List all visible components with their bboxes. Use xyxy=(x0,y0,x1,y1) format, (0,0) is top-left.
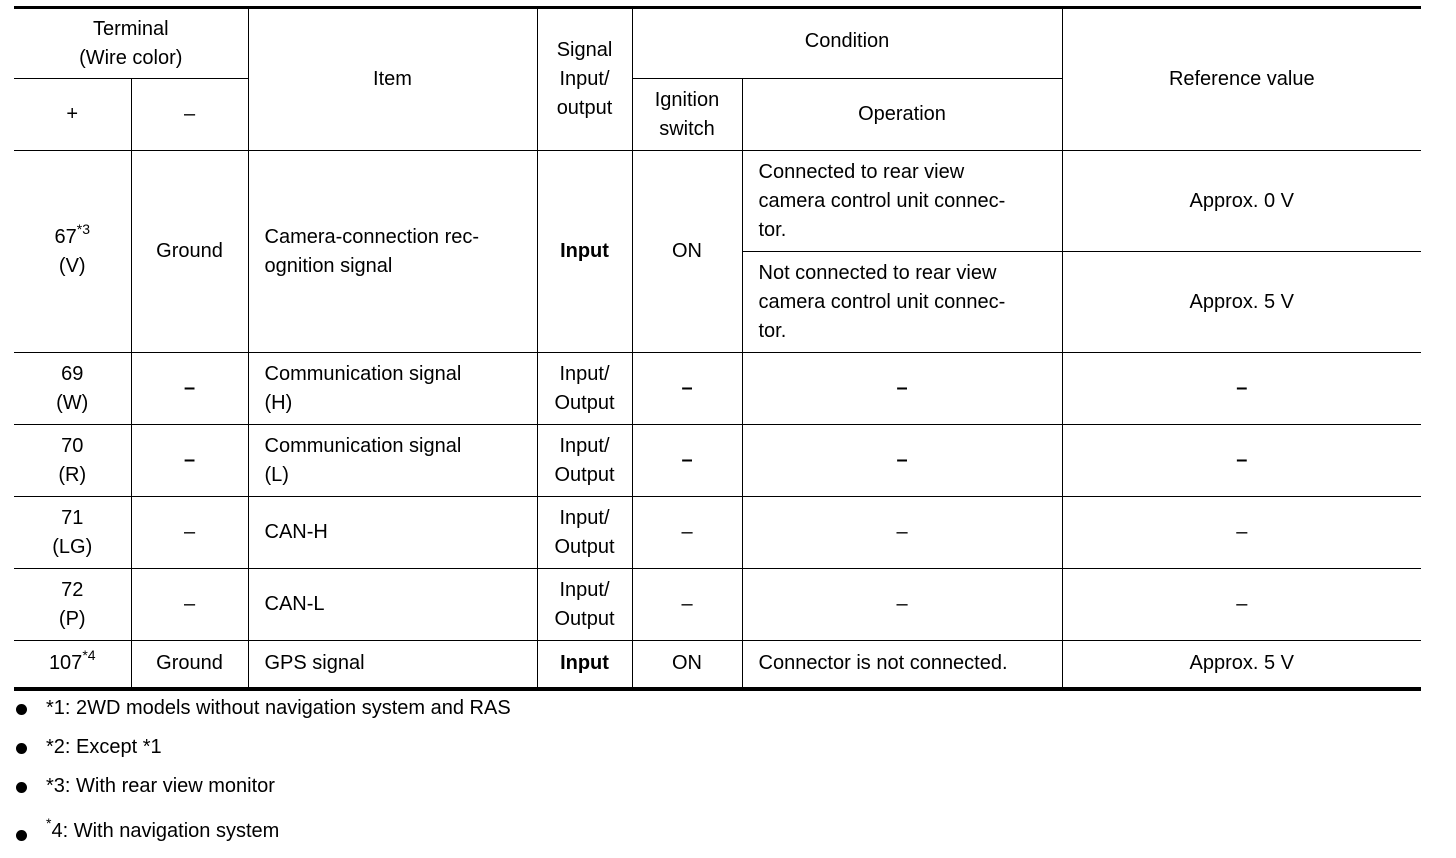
signal-io-line: Output xyxy=(554,535,615,558)
table-row xyxy=(14,353,1421,425)
item-line: (L) xyxy=(264,463,289,486)
signal-io-line: Output xyxy=(554,391,615,414)
header-terminal-label: Terminal xyxy=(92,17,169,40)
header-signal-io-line1: Signal xyxy=(556,39,613,61)
ignition-cell: – xyxy=(632,569,742,641)
terminal-plus-cell xyxy=(14,425,131,497)
operation-cell: Connector is not connected. xyxy=(742,641,1062,689)
header-condition xyxy=(632,8,1062,79)
footnote-ref: *3 xyxy=(76,220,90,237)
bullet-icon xyxy=(16,782,27,793)
terminal-number: 71 xyxy=(61,506,84,529)
signal-io-cell xyxy=(537,353,632,425)
item-cell xyxy=(248,353,537,425)
item-cell xyxy=(248,425,537,497)
reference-value-cell: – xyxy=(1062,569,1421,641)
terminal-number: 107 xyxy=(48,652,83,675)
footnote-asterisk: * xyxy=(46,815,52,831)
header-signal-io-line3: output xyxy=(556,97,613,119)
terminal-wire-color: (W) xyxy=(56,391,89,414)
signal-io-cell xyxy=(537,425,632,497)
operation-line: tor. xyxy=(758,218,787,241)
bullet-icon xyxy=(16,830,27,841)
reference-value-cell: – xyxy=(1062,497,1421,569)
ignition-cell: ON xyxy=(632,151,742,353)
header-condition-label: Condition xyxy=(804,30,890,52)
operation-line: camera control unit connec- xyxy=(758,189,1006,212)
footnote-item xyxy=(14,733,914,772)
terminal-number: 69 xyxy=(61,362,84,385)
terminal-plus-cell xyxy=(14,569,131,641)
header-operation xyxy=(742,79,1062,151)
terminal-plus-number xyxy=(22,220,123,252)
terminal-table-container xyxy=(14,6,1421,691)
operation-cell xyxy=(742,252,1062,353)
terminal-wire-color: (LG) xyxy=(52,535,93,558)
signal-io-line: Input/ xyxy=(559,434,610,457)
terminal-minus-cell: – xyxy=(131,569,248,641)
item-line: Communication signal xyxy=(264,434,462,457)
item-line: (H) xyxy=(264,391,293,414)
bullet-icon xyxy=(16,704,27,715)
header-minus-label: – xyxy=(183,103,196,125)
reference-value-cell: Approx. 0 V xyxy=(1062,151,1421,252)
operation-cell: – xyxy=(742,353,1062,425)
table-row xyxy=(14,569,1421,641)
item-cell: GPS signal xyxy=(248,641,537,689)
header-item xyxy=(248,8,537,151)
item-line: ognition signal xyxy=(264,254,393,277)
terminal-wire-color: (V) xyxy=(58,254,86,277)
terminal-minus-cell: Ground xyxy=(131,151,248,353)
operation-cell: – xyxy=(742,569,1062,641)
operation-line: tor. xyxy=(758,319,787,342)
terminal-number: 67 xyxy=(54,225,77,248)
footnote-item xyxy=(14,772,914,811)
table-row xyxy=(14,641,1421,689)
header-plus xyxy=(14,79,131,151)
terminal-minus-cell: – xyxy=(131,425,248,497)
terminal-plus-cell xyxy=(14,151,131,353)
signal-io-line: Input/ xyxy=(559,578,610,601)
terminal-plus-cell xyxy=(14,497,131,569)
header-row-1 xyxy=(14,8,1421,79)
header-minus xyxy=(131,79,248,151)
header-signal-io-line2: Input/ xyxy=(559,68,610,90)
terminal-wire-color: (R) xyxy=(58,463,87,486)
terminal-reference-table xyxy=(14,6,1421,691)
header-item-label: Item xyxy=(373,68,412,90)
reference-value-cell: – xyxy=(1062,425,1421,497)
signal-io-line: Input/ xyxy=(559,362,610,385)
signal-io-cell: Input xyxy=(537,641,632,689)
operation-line: camera control unit connec- xyxy=(758,290,1006,313)
header-plus-label: + xyxy=(66,103,79,125)
reference-value-cell: – xyxy=(1062,353,1421,425)
footnote-text: *2: Except *1 xyxy=(46,736,162,758)
signal-io-line: Output xyxy=(554,463,615,486)
reference-value-cell: Approx. 5 V xyxy=(1062,252,1421,353)
table-row xyxy=(14,497,1421,569)
item-cell xyxy=(248,151,537,353)
terminal-plus-cell xyxy=(14,641,131,689)
table-row xyxy=(14,425,1421,497)
terminal-plus-cell xyxy=(14,353,131,425)
operation-cell: – xyxy=(742,425,1062,497)
terminal-number: 70 xyxy=(61,434,84,457)
ignition-cell: – xyxy=(632,353,742,425)
table-row xyxy=(14,151,1421,252)
terminal-number: 72 xyxy=(61,578,84,601)
footnote-text: 4: With navigation system xyxy=(51,820,280,842)
reference-value-cell: Approx. 5 V xyxy=(1062,641,1421,689)
operation-line: Connected to rear view xyxy=(758,160,965,183)
operation-cell xyxy=(742,151,1062,252)
signal-io-line: Output xyxy=(554,607,615,630)
header-signal-io xyxy=(537,8,632,151)
terminal-minus-cell: Ground xyxy=(131,641,248,689)
footnote-item xyxy=(14,817,914,856)
operation-line: Not connected to rear view xyxy=(758,261,997,284)
signal-io-line: Input/ xyxy=(559,506,610,529)
bullet-icon xyxy=(16,743,27,754)
header-operation-label: Operation xyxy=(858,103,946,125)
item-line: Camera-connection rec- xyxy=(264,225,480,248)
signal-io-cell xyxy=(537,569,632,641)
operation-cell: – xyxy=(742,497,1062,569)
footnote-text: *1: 2WD models without navigation system and RAS xyxy=(46,697,511,719)
header-reference-value-label: Reference value xyxy=(1168,68,1315,90)
item-cell: CAN-H xyxy=(248,497,537,569)
footnote-ref: *4 xyxy=(82,647,96,664)
header-ignition-switch xyxy=(632,79,742,151)
header-terminal xyxy=(14,8,248,79)
ignition-cell: – xyxy=(632,497,742,569)
terminal-minus-cell: – xyxy=(131,353,248,425)
terminal-minus-cell: – xyxy=(131,497,248,569)
terminal-wire-color: (P) xyxy=(58,607,86,630)
footnote-text: *3: With rear view monitor xyxy=(46,775,275,797)
ignition-cell: – xyxy=(632,425,742,497)
header-ignition-line1: Ignition xyxy=(654,88,720,111)
item-line: Communication signal xyxy=(264,362,462,385)
footnote-item xyxy=(14,694,914,733)
signal-io-cell: Input xyxy=(537,151,632,353)
signal-io-cell xyxy=(537,497,632,569)
item-cell: CAN-L xyxy=(248,569,537,641)
header-reference-value xyxy=(1062,8,1421,151)
ignition-cell: ON xyxy=(632,641,742,689)
footnotes xyxy=(14,694,914,850)
header-wire-color-label: (Wire color) xyxy=(79,46,183,69)
header-ignition-line2: switch xyxy=(659,117,715,140)
